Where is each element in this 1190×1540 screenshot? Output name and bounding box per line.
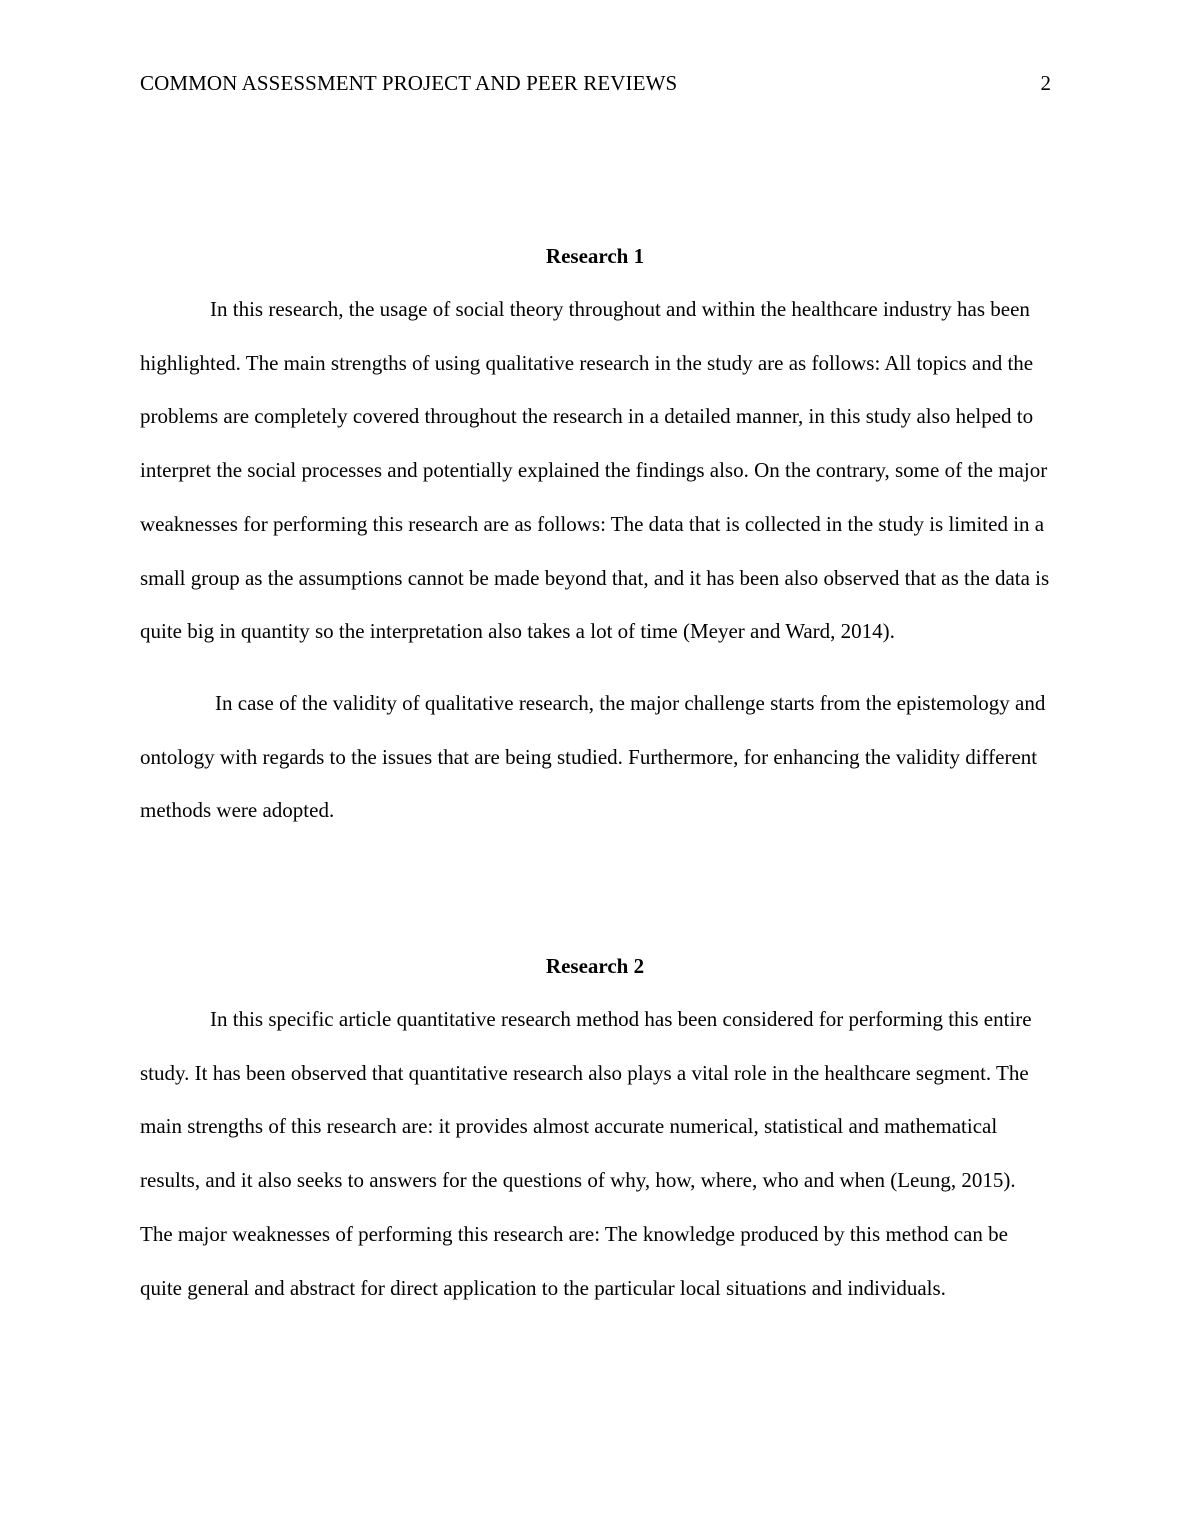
body-paragraph: In this research, the usage of social theory throughout and within the healthcare industry has been highlighted. The main strengths of using qualitative research in the study are as follows: All topics and the problems are completely covered throughout the research in a detailed manner, in this study also helped to interpret the social processes and potentially explained the findings also. On the contrary, some of the major weaknesses for performing this research are as follows: The data that is collected in the study is limited in a small group as the assumptions cannot be made beyond that, and it has been also observed that as the data is quite big in quantity so the interpretation also takes a lot of time (Meyer and Ward, 2014). (140, 297, 1050, 644)
section-research-1 (140, 242, 1050, 838)
section-heading: Research 1 (545, 244, 645, 268)
page-number: 2 (1040, 71, 1051, 95)
body-paragraph: In this specific article quantitative research method has been considered for performing this entire study. It has been observed that quantitative research also plays a vital role in the healthcare segment. The main strengths of this research are: it provides almost accurate numerical, statistical and mathematical results, and it also seeks to answers for the questions of why, how, where, who and when (Leung, 2015). The major weaknesses of performing this research are: The knowledge produced by this method can be quite general and abstract for direct application to the particular local situations and individuals. (140, 1007, 1032, 1300)
section-research-2 (140, 952, 1050, 1315)
body-paragraph: In case of the validity of qualitative research, the major challenge starts from the epistemology and ontology with regards to the issues that are being studied. Furthermore, for enhancing the validity different methods were adopted. (140, 690, 1046, 823)
section-heading: Research 2 (545, 954, 645, 978)
running-head: COMMON ASSESSMENT PROJECT AND PEER REVIEWS (140, 71, 678, 95)
